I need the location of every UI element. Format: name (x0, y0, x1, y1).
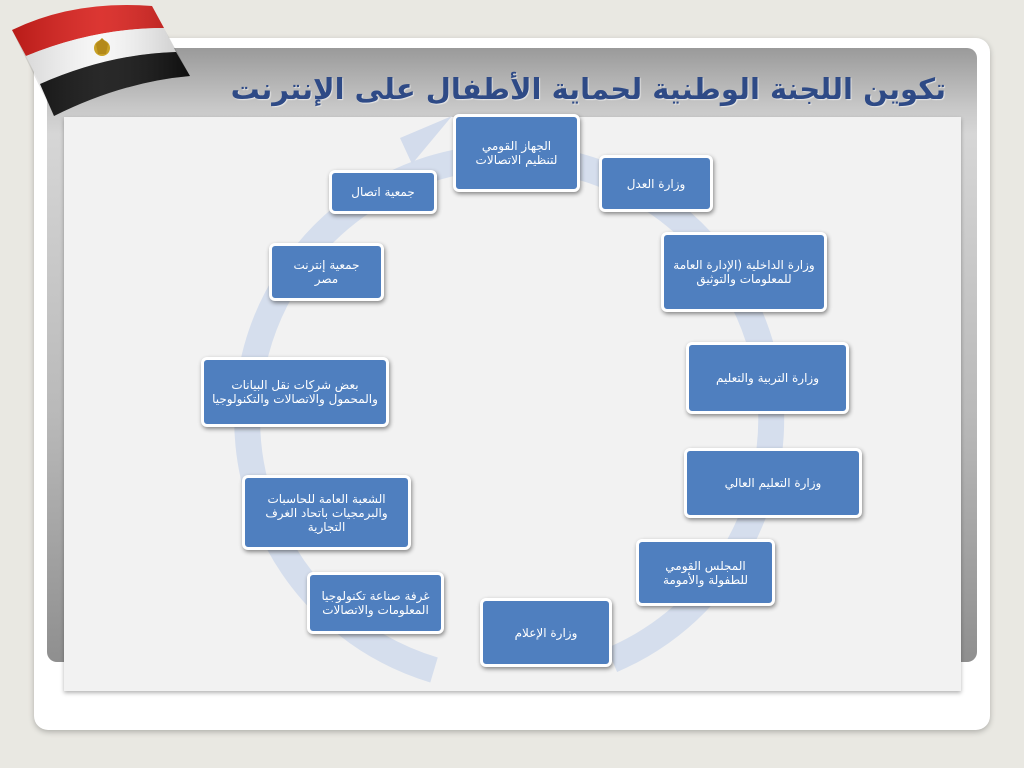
slide-title: تكوين اللجنة الوطنية لحماية الأطفال على الإنترنت (230, 72, 946, 106)
node-ministry-education: وزارة التربية والتعليم (686, 342, 849, 414)
node-ministry-information: وزارة الإعلام (480, 598, 612, 667)
node-internet-society-egypt: جمعية إنترنت مصر (269, 243, 384, 301)
egypt-flag-icon (4, 0, 194, 120)
node-telecom-companies: بعض شركات نقل البيانات والمحمول والاتصالات والتكنولوجيا (201, 357, 389, 427)
node-ministry-justice: وزارة العدل (599, 155, 713, 212)
node-ministry-higher-education: وزارة التعليم العالي (684, 448, 862, 518)
node-it-chamber: غرفة صناعة تكنولوجيا المعلومات والاتصالات (307, 572, 444, 634)
node-childhood-council: المجلس القومي للطفولة والأمومة (636, 539, 775, 606)
node-ntra: الجهاز القومي لتنظيم الاتصالات (453, 114, 580, 192)
node-ministry-interior: وزارة الداخلية (الإدارة العامة للمعلومات والتوثيق (661, 232, 827, 312)
node-computing-division: الشعبة العامة للحاسبات والبرمجيات باتحاد الغرف التجارية (242, 475, 411, 550)
node-etisal-association: جمعية اتصال (329, 170, 437, 214)
